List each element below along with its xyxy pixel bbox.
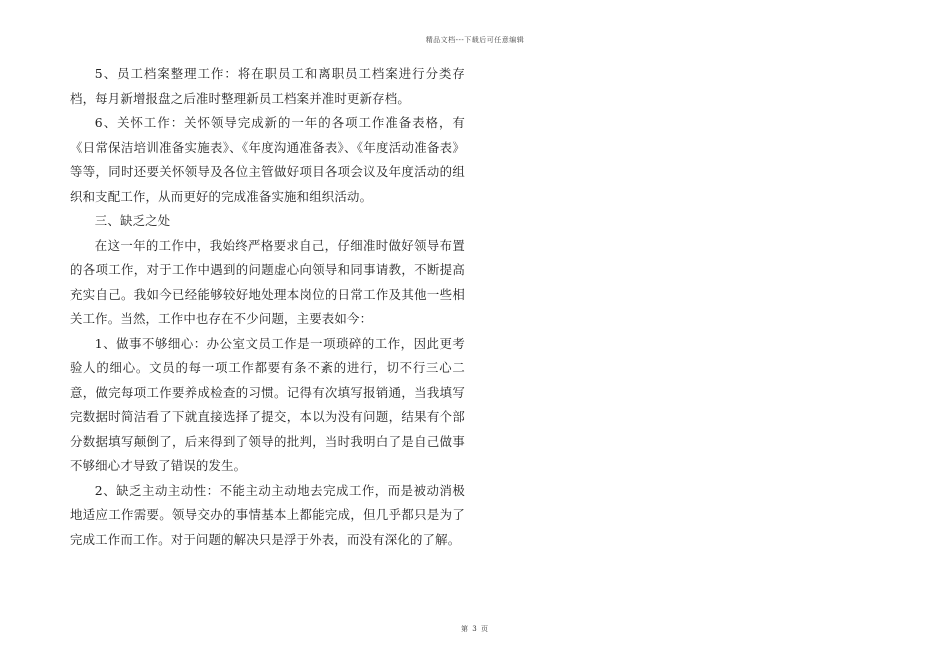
document-body: [70, 62, 465, 552]
paragraph-lack-initiative: 2、缺乏主动主动性：不能主动主动地去完成工作，而是被动消极地适应工作需要。领导交办的事情基本上都能完成，但几乎都只是为了完成工作而工作。对于问题的解决只是浮于外表，而没有深化的了解。: [70, 482, 465, 547]
section-heading-shortcomings: 三、缺乏之处: [94, 213, 171, 228]
paragraph-archive-work: 5、员工档案整理工作：将在职员工和离职员工档案进行分类存档，每月新增报盘之后准时整理新员工档案并准时更新存档。: [70, 66, 465, 106]
page-header: 精品文档---下载后可任意编辑: [425, 36, 525, 44]
page-number: 第 3 页: [461, 625, 489, 633]
paragraph-shortcomings-intro: 在这一年的工作中，我始终严格要求自己，仔细准时做好领导布置的各项工作，对于工作中遇到的问题虚心向领导和同事请教，不断提高充实自己。我如今已经能够较好地处理本岗位的日常工作及其他一些相关工作。当然，工作中也存在不少问题，主要表如今：: [70, 237, 465, 326]
paragraph-not-careful: 1、做事不够细心：办公室文员工作是一项琐碎的工作，因此更考验人的细心。文员的每一项工作都要有条不紊的进行，切不行三心二意，做完每项工作要养成检查的习惯。记得有次填写报销通，当我填写完数据时简洁看了下就直接选择了提交，本以为没有问题，结果有个部分数据填写颠倒了，后来得到了领导的批判，当时我明白了是自己做事不够细心才导致了错误的发生。: [70, 335, 465, 473]
paragraph-care-work: 6、关怀工作：关怀领导完成新的一年的各项工作准备表格，有《日常保洁培训准备实施表》、《年度沟通准备表》、《年度活动准备表》等等，同时还要关怀领导及各位主管做好项目各项会议及年度活动的组织和支配工作，从而更好的完成准备实施和组织活动。: [70, 115, 465, 204]
